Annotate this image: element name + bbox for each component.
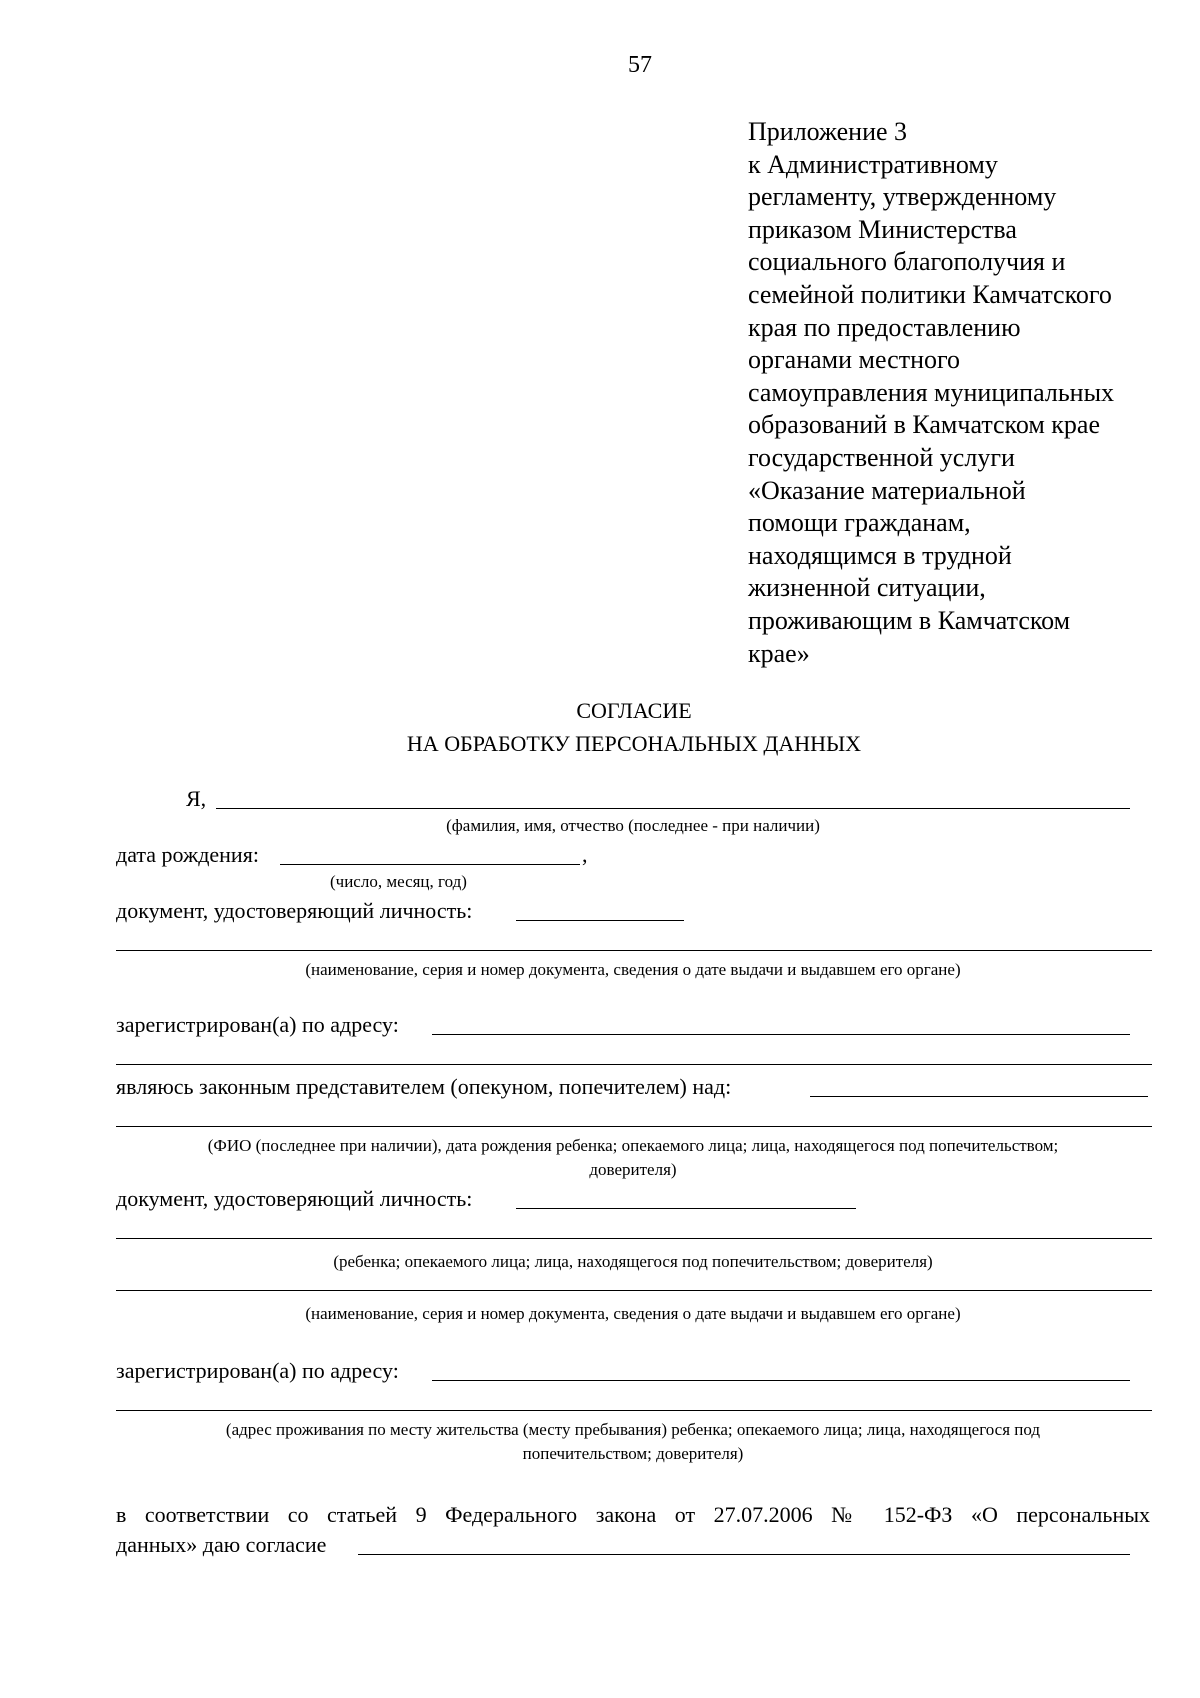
address-label: зарегистрирован(а) по адресу: [116,1012,399,1037]
document-title: СОГЛАСИЕ [576,698,692,723]
appendix-line: помощи гражданам, [748,508,971,538]
dob-comma: , [582,842,588,867]
representative-caption-line2: доверителя) [589,1160,677,1179]
appendix-header [748,116,1114,670]
representative-caption: (ФИО (последнее при наличии), дата рождения ребенка; опекаемого лица; лица, находящегося под попечительством; [207,1136,1059,1155]
doc2-person-caption: (ребенка; опекаемого лица; лица, находящегося под попечительством; доверителя) [333,1252,933,1271]
document-subtitle: НА ОБРАБОТКУ ПЕРСОНАЛЬНЫХ ДАННЫХ [406,731,862,756]
consent-text-line2: данных» даю согласие [116,1532,327,1557]
appendix-line: регламенту, утвержденному [748,182,1057,212]
address-field-line2[interactable] [116,1064,1152,1065]
address2-caption-line2: попечительством; доверителя) [522,1444,744,1463]
appendix-line: органами местного [748,345,960,375]
consent-field[interactable] [358,1554,1130,1555]
representative-label: являюсь законным представителем (опекуном, попечителем) над: [116,1074,732,1099]
doc-field[interactable] [516,920,684,921]
appendix-line: государственной услуги [748,442,1015,472]
doc2-details-caption: (наименование, серия и номер документа, сведения о дате выдачи и выдавшем его органе) [305,1304,961,1323]
doc-caption: (наименование, серия и номер документа, сведения о дате выдачи и выдавшем его органе) [305,960,961,979]
page-number: 57 [628,52,652,78]
address2-field-line2[interactable] [116,1410,1152,1411]
i-label: Я, [186,786,207,811]
appendix-line: находящимся в трудной [748,540,1012,570]
consent-text-line1: в соответствии со статьей 9 Федерального закона от 27.07.2006 № 152-ФЗ «О персональных [116,1502,1150,1527]
address2-caption: (адрес проживания по месту жительства (месту пребывания) ребенка; опекаемого лица; лица, находящегося под [225,1420,1041,1439]
appendix-line: проживающим в Камчатском [748,605,1071,635]
dob-caption: (число, месяц, год) [330,872,467,891]
address2-label: зарегистрирован(а) по адресу: [116,1358,399,1383]
appendix-line: семейной политики Камчатского [748,279,1112,309]
fio-field[interactable] [216,808,1130,809]
appendix-line: жизненной ситуации, [748,573,986,603]
appendix-line: края по предоставлению [748,312,1021,342]
address2-field[interactable] [432,1380,1130,1381]
fio-caption: (фамилия, имя, отчество (последнее - при наличии) [446,816,820,835]
address-field[interactable] [432,1034,1130,1035]
appendix-line: приказом Министерства [748,214,1017,244]
dob-label: дата рождения: [116,842,259,867]
representative-field[interactable] [810,1096,1148,1097]
dob-field[interactable] [280,864,580,865]
appendix-line: самоуправления муниципальных [748,377,1115,407]
doc2-details-field[interactable] [116,1290,1152,1291]
appendix-line: Приложение 3 [748,117,908,146]
representative-field-line2[interactable] [116,1126,1152,1127]
doc2-field[interactable] [516,1208,856,1209]
appendix-line: к Административному [748,149,998,179]
appendix-line: социального благополучия и [748,247,1066,277]
appendix-line: образований в Камчатском крае [748,410,1101,440]
doc2-person-field[interactable] [116,1238,1152,1239]
doc2-label: документ, удостоверяющий личность: [116,1186,473,1211]
appendix-line: крае» [748,638,810,668]
appendix-line: «Оказание материальной [748,475,1026,505]
doc-details-field[interactable] [116,950,1152,951]
doc-label: документ, удостоверяющий личность: [116,898,473,923]
